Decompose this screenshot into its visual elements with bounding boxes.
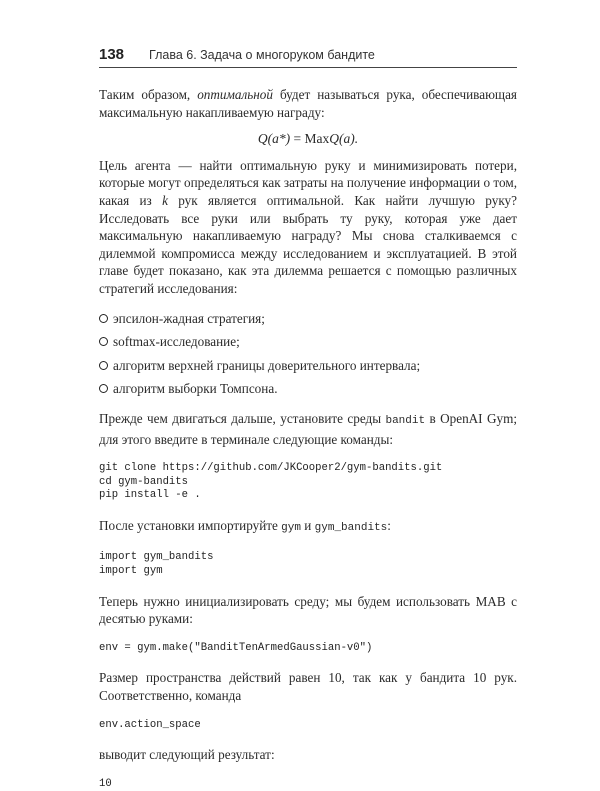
text: в OpenAI Gym; для этого введите в терминале следующие команды: <box>99 410 518 447</box>
code-block-import <box>99 551 517 578</box>
code-block-action-space <box>99 719 517 733</box>
list-item-text: алгоритм верхней границы доверительного интервала; <box>113 357 421 373</box>
strategies-list <box>99 310 517 398</box>
bullet-circle-icon <box>99 361 108 370</box>
code-line: env.action_space <box>99 718 201 731</box>
paragraph-init-env: Теперь нужно инициализировать среду; мы будем использовать MAB с десятью руками: <box>99 593 517 627</box>
formula-equals: = <box>290 131 305 147</box>
paragraph-install <box>99 410 517 448</box>
formula-q: Q <box>257 131 268 147</box>
paragraph-agent-goal <box>99 157 517 298</box>
text: После установки импортируйте <box>99 517 282 533</box>
code-block-install <box>99 462 517 503</box>
page-body <box>99 86 517 791</box>
list-item <box>99 333 517 351</box>
list-item <box>99 357 517 375</box>
code-line: 10 <box>99 777 112 790</box>
formula-rhs: Q(a). <box>329 131 359 147</box>
bullet-circle-icon <box>99 384 108 393</box>
list-item-text: softmax-исследование; <box>113 334 240 350</box>
formula-max: Max <box>304 131 330 147</box>
inline-code-gym: gym <box>281 521 301 534</box>
code-block-output <box>99 778 517 791</box>
text: будет называться рука, обеспечивающая максимальную накапливаемую награду: <box>99 87 517 120</box>
formula-arg: (a*) <box>267 131 291 147</box>
inline-code-bandit: bandit <box>385 414 426 427</box>
header-rule <box>99 67 517 68</box>
text: и <box>300 517 315 533</box>
text: рук является оптимальной. Как найти лучшую руку? Исследовать все руки или выбрать ту руку, которая уже дает максимальную накапливаемую награду? Мы снова сталкиваемся с дилеммой компромисса между исследованием и эксплуатацией. В этой главе будет показано, как эта дилемма решается с помощью различных стратегий исследования: <box>99 192 517 296</box>
code-line: pip install -e . <box>99 489 201 502</box>
page-header <box>99 46 517 66</box>
list-item-text: алгоритм выборки Томпсона. <box>113 381 278 397</box>
list-item <box>99 380 517 398</box>
bullet-circle-icon <box>99 337 108 346</box>
page-number: 138 <box>99 46 125 63</box>
text: : <box>387 517 391 533</box>
bullet-circle-icon <box>99 314 108 323</box>
inline-code-gym-bandits: gym_bandits <box>314 521 388 534</box>
code-line: git clone https://github.com/JKCooper2/gym-bandits.git <box>99 462 443 475</box>
emphasis-optimal: оптимальной <box>197 87 273 102</box>
chapter-title: Глава 6. Задача о многоруком бандите <box>149 48 375 62</box>
text: Цель агента — найти оптимальную руку и минимизировать потери, которые могут определяться как затраты на получение информации о том, какая из <box>99 157 517 208</box>
text: Таким образом, <box>99 87 198 102</box>
code-line: env = gym.make("BanditTenArmedGaussian-v0") <box>99 641 373 654</box>
list-item-text: эпсилон-жадная стратегия; <box>113 310 265 326</box>
formula-optimal-arm <box>99 130 517 148</box>
text: Прежде чем двигаться дальше, установите среды <box>99 410 386 426</box>
code-block-make-env <box>99 642 517 656</box>
code-line: import gym_bandits <box>99 551 214 564</box>
paragraph-import <box>99 517 517 538</box>
paragraph-optimal-arm <box>99 86 517 121</box>
code-line: import gym <box>99 565 163 578</box>
variable-k: k <box>162 192 168 208</box>
paragraph-output: выводит следующий результат: <box>99 747 275 763</box>
paragraph-action-space: Размер пространства действий равен 10, так как у бандита 10 рук. Соответственно, команда <box>99 670 517 704</box>
code-line: cd gym-bandits <box>99 475 189 488</box>
list-item <box>99 310 517 328</box>
